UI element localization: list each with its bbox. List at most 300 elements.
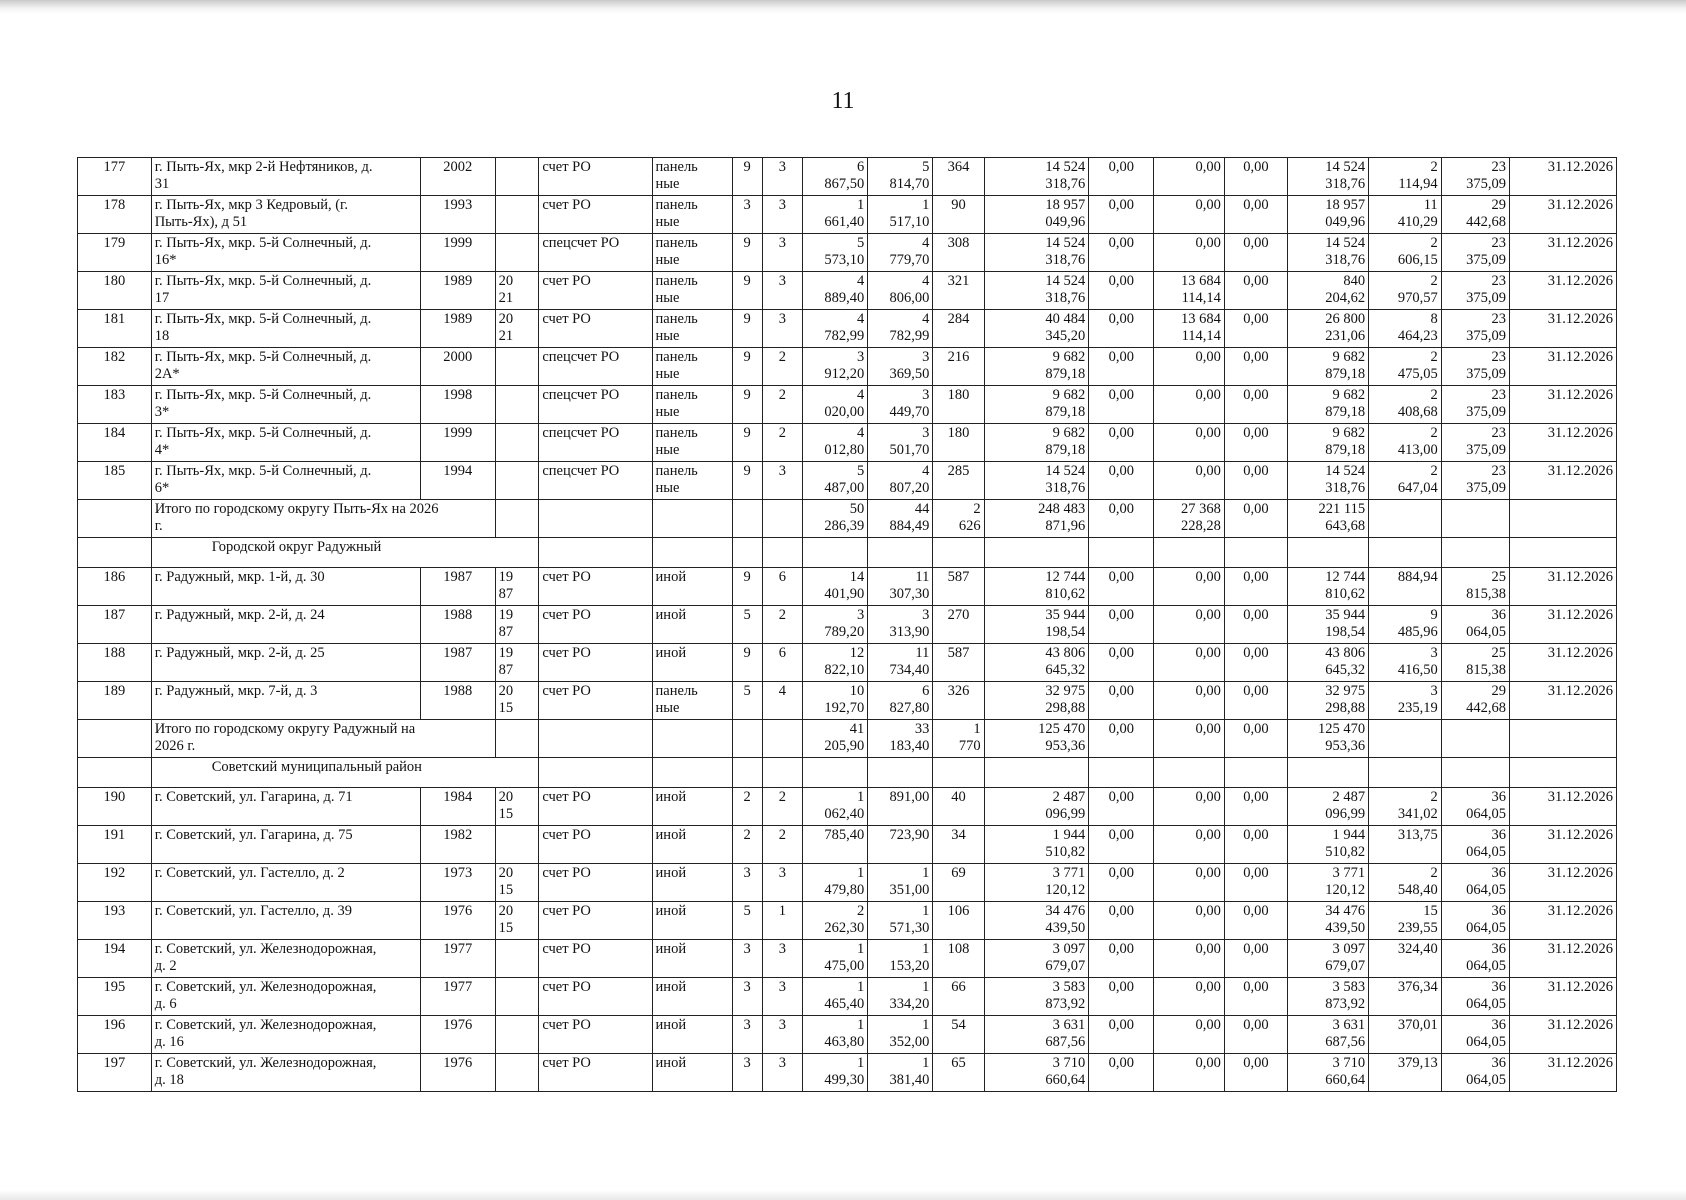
cell	[652, 902, 732, 940]
cell-line-1: 0,00	[1195, 159, 1221, 175]
cell-text: 180	[947, 387, 970, 403]
cell	[933, 500, 984, 538]
cell-line-2: 153,20	[889, 958, 930, 974]
cell	[933, 158, 984, 196]
cell	[652, 788, 732, 826]
cell	[539, 644, 652, 682]
cell	[151, 234, 420, 272]
cell-line-1: г. Радужный, мкр. 2-й, д. 24	[154, 607, 325, 623]
cell	[803, 568, 868, 606]
table-row	[78, 568, 1617, 606]
cell	[1287, 1054, 1368, 1092]
cell-line-2: ные	[655, 366, 680, 382]
cell	[151, 424, 420, 462]
cell	[78, 196, 152, 234]
cell-text: 31.12.2026	[1547, 865, 1613, 881]
cell-line-1: 1	[922, 197, 930, 213]
cell-line-1: 0,00	[1195, 197, 1221, 213]
cell	[1287, 682, 1368, 720]
cell-text: 184	[103, 425, 126, 441]
cell-line-2: ные	[655, 252, 680, 268]
empty-cell	[1224, 538, 1287, 568]
cell	[868, 234, 933, 272]
cell	[1441, 310, 1509, 348]
cell-text: 0,00	[1108, 865, 1135, 881]
cell-line-2: 375,09	[1466, 404, 1507, 420]
cell-line-1: 12 744	[1325, 569, 1366, 585]
cell	[78, 864, 152, 902]
cell-text: 180	[103, 273, 126, 289]
cell-line-2: 517,10	[889, 214, 930, 230]
cell-text: 2	[778, 827, 786, 843]
table-row	[78, 234, 1617, 272]
cell-line-2: 647,04	[1397, 480, 1438, 496]
cell-text: 0,00	[1243, 425, 1269, 441]
cell-line-1: 36	[1491, 827, 1507, 843]
cell	[1224, 462, 1287, 500]
cell-line-2: 064,05	[1466, 920, 1507, 936]
cell	[1369, 234, 1442, 272]
cell-line-1: 723,90	[889, 827, 930, 843]
cell-line-1: 1	[857, 789, 865, 805]
cell	[1154, 272, 1224, 310]
cell-text: 0,00	[1243, 721, 1269, 737]
cell-line-1: 1	[857, 1055, 865, 1071]
cell-line-1: панель	[655, 235, 698, 251]
cell	[1510, 272, 1617, 310]
cell-line-2: 789,20	[824, 624, 865, 640]
cell-line-1: 2	[1430, 865, 1438, 881]
cell-text: 0,00	[1243, 607, 1269, 623]
cell	[151, 310, 420, 348]
cell	[1224, 978, 1287, 1016]
empty-cell	[933, 538, 984, 568]
cell	[1224, 272, 1287, 310]
cell	[495, 644, 539, 682]
cell-line-1: 5	[922, 159, 930, 175]
cell-line-1: 19	[498, 645, 514, 661]
cell-text: счет РО	[542, 903, 591, 919]
cell-line-2: 465,40	[824, 996, 865, 1012]
cell	[1287, 272, 1368, 310]
cell-line-1: 9 682	[1052, 387, 1086, 403]
cell-text: 31.12.2026	[1547, 569, 1613, 585]
cell-text: 1976	[443, 903, 473, 919]
total-label	[151, 720, 495, 758]
cell-line-1: 9 682	[1052, 425, 1086, 441]
cell-line-2: 318,76	[1045, 290, 1086, 306]
cell-line-1: 2	[1430, 789, 1438, 805]
cell-text: 31.12.2026	[1547, 159, 1613, 175]
cell	[1369, 272, 1442, 310]
cell-line-1: 4	[857, 273, 865, 289]
cell-line-2: 679,07	[1325, 958, 1366, 974]
cell	[762, 682, 803, 720]
cell	[1089, 310, 1154, 348]
cell-text: счет РО	[542, 273, 591, 289]
cell-line-1: г. Пыть-Ях, мкр 3 Кедровый, (г.	[154, 197, 348, 213]
cell-text: 321	[947, 273, 970, 289]
cell-line-1: 0,00	[1195, 349, 1221, 365]
cell-line-1: 0,00	[1195, 645, 1221, 661]
cell-line-1: 0,00	[1195, 1055, 1221, 1071]
cell-line-1: 36	[1491, 1055, 1507, 1071]
cell-line-2: 806,00	[889, 290, 930, 306]
empty-cell	[868, 758, 933, 788]
cell	[78, 1054, 152, 1092]
cell	[732, 310, 762, 348]
cell-line-1: 3	[1430, 683, 1438, 699]
cell-line-1: 14 524	[1045, 159, 1086, 175]
cell	[495, 462, 539, 500]
empty-cell	[78, 500, 152, 538]
cell-line-2: 510,82	[1325, 844, 1366, 860]
cell-line-2: 369,50	[889, 366, 930, 382]
cell-line-2: 807,20	[889, 480, 930, 496]
cell-line-1: 379,13	[1397, 1055, 1438, 1071]
cell-text: 196	[103, 1017, 126, 1033]
cell-line-1: г. Пыть-Ях, мкр. 5-й Солнечный, д.	[154, 425, 372, 441]
cell-line-2: ные	[655, 214, 680, 230]
cell-line-1: г. Пыть-Ях, мкр. 5-й Солнечный, д.	[154, 273, 372, 289]
cell	[984, 788, 1089, 826]
cell-line-2: 2А*	[154, 366, 180, 382]
cell	[495, 682, 539, 720]
cell-line-1: 12 744	[1045, 569, 1086, 585]
empty-cell	[933, 758, 984, 788]
cell	[1224, 940, 1287, 978]
cell	[868, 864, 933, 902]
empty-cell	[1154, 538, 1224, 568]
cell-line-1: 23	[1491, 425, 1507, 441]
cell-line-1: 0,00	[1195, 235, 1221, 251]
cell	[539, 1016, 652, 1054]
cell	[868, 720, 933, 758]
cell	[803, 500, 868, 538]
cell-line-2: 953,36	[1325, 738, 1366, 754]
cell-text: 0,00	[1243, 903, 1269, 919]
cell-line-1: г. Советский, ул. Железнодорожная,	[154, 1017, 377, 1033]
cell-line-2: 879,18	[1045, 404, 1086, 420]
cell	[1154, 682, 1224, 720]
cell	[1154, 788, 1224, 826]
cell-line-2: ные	[655, 290, 680, 306]
cell-line-1: 1	[857, 941, 865, 957]
cell-text: 6	[778, 645, 786, 661]
table-row	[78, 940, 1617, 978]
cell-text: 90	[951, 197, 966, 213]
cell-line-2: 064,05	[1466, 806, 1507, 822]
cell	[1224, 788, 1287, 826]
cell	[803, 978, 868, 1016]
cell-line-2: 871,96	[1045, 518, 1086, 534]
cell	[762, 864, 803, 902]
cell-line-1: иной	[655, 789, 687, 805]
cell	[933, 1016, 984, 1054]
empty-cell	[803, 758, 868, 788]
cell	[1510, 682, 1617, 720]
cell-line-1: г. Советский, ул. Гагарина, д. 71	[154, 789, 353, 805]
cell-line-1: 9 682	[1332, 387, 1366, 403]
cell-line-1: г. Пыть-Ях, мкр. 5-й Солнечный, д.	[154, 311, 372, 327]
cell	[1510, 310, 1617, 348]
cell-text: 3	[778, 159, 786, 175]
cell-text: 0,00	[1243, 311, 1269, 327]
cell	[1224, 386, 1287, 424]
cell	[151, 158, 420, 196]
cell	[151, 386, 420, 424]
cell-line-2: 475,00	[824, 958, 865, 974]
cell-line-1: 2	[857, 903, 865, 919]
cell-text: спецсчет РО	[542, 349, 620, 365]
cell-line-1: иной	[655, 979, 687, 995]
cell-line-2: 879,18	[1325, 366, 1366, 382]
cell-line-2: 15	[498, 700, 514, 716]
cell-text: 183	[103, 387, 126, 403]
cell-text: 3	[778, 941, 786, 957]
cell-line-1: г. Радужный, мкр. 1-й, д. 30	[154, 569, 325, 585]
cell-text: 190	[103, 789, 126, 805]
cell-line-1: 2	[1430, 235, 1438, 251]
cell	[933, 386, 984, 424]
cell	[933, 234, 984, 272]
cell-line-2: 782,99	[889, 328, 930, 344]
cell-line-1: 1	[857, 979, 865, 995]
cell	[1154, 310, 1224, 348]
cell	[1510, 1016, 1617, 1054]
cell-line-1: 324,40	[1397, 941, 1438, 957]
cell	[1154, 978, 1224, 1016]
cell-line-2: 87	[498, 624, 514, 640]
cell	[78, 424, 152, 462]
cell-text: счет РО	[542, 645, 591, 661]
cell-line-2: 318,76	[1325, 480, 1366, 496]
cell-text: 3	[743, 979, 751, 995]
cell	[1154, 1016, 1224, 1054]
cell	[984, 1016, 1089, 1054]
cell	[868, 1054, 933, 1092]
cell	[732, 788, 762, 826]
cell-line-2: 286,39	[824, 518, 865, 534]
cell-line-2: 341,02	[1397, 806, 1438, 822]
cell-line-2: 660,64	[1325, 1072, 1366, 1088]
cell-line-2: 351,00	[889, 882, 930, 898]
cell	[933, 864, 984, 902]
cell-line-2: 661,40	[824, 214, 865, 230]
cell-text: 179	[103, 235, 126, 251]
cell-text: 0,00	[1243, 941, 1269, 957]
cell	[1154, 348, 1224, 386]
cell-line-1: 4	[922, 463, 930, 479]
cell	[78, 462, 152, 500]
table-row	[78, 196, 1617, 234]
cell-text: счет РО	[542, 789, 591, 805]
cell-line-2: ные	[655, 480, 680, 496]
cell-line-1: г. Пыть-Ях, мкр 2-й Нефтяников, д.	[154, 159, 373, 175]
cell-line-1: 2	[1430, 387, 1438, 403]
cell	[1154, 234, 1224, 272]
cell	[803, 310, 868, 348]
cell-line-1: г. Пыть-Ях, мкр. 5-й Солнечный, д.	[154, 235, 372, 251]
cell-line-2: 485,96	[1397, 624, 1438, 640]
cell	[803, 826, 868, 864]
cell-text: 34	[951, 827, 966, 843]
cell-line-1: 29	[1491, 197, 1507, 213]
cell	[933, 788, 984, 826]
page-number: 11	[831, 88, 855, 114]
cell	[1224, 310, 1287, 348]
cell	[1441, 386, 1509, 424]
cell	[1154, 568, 1224, 606]
empty-cell	[762, 720, 803, 758]
cell	[420, 826, 495, 864]
cell-line-2: 318,76	[1325, 176, 1366, 192]
cell	[868, 568, 933, 606]
cell	[803, 348, 868, 386]
cell-text: 0,00	[1108, 607, 1135, 623]
cell	[420, 568, 495, 606]
cell-line-1: 4	[922, 235, 930, 251]
cell	[1369, 606, 1442, 644]
cell-line-1: 2	[1430, 463, 1438, 479]
cell	[1089, 234, 1154, 272]
cell-line-1: 40 484	[1045, 311, 1086, 327]
table-row	[78, 788, 1617, 826]
cell-text: 3	[778, 865, 786, 881]
cell	[868, 158, 933, 196]
cell	[1224, 826, 1287, 864]
cell-text: 66	[951, 979, 966, 995]
cell-line-2: 687,56	[1045, 1034, 1086, 1050]
total-row	[78, 720, 1617, 758]
cell-line-2: 475,05	[1397, 366, 1438, 382]
cell-line-1: 3	[922, 349, 930, 365]
cell-line-1: 23	[1491, 349, 1507, 365]
cell	[1154, 386, 1224, 424]
cell-line-2: 779,70	[889, 252, 930, 268]
cell	[868, 788, 933, 826]
empty-cell	[78, 538, 152, 568]
cell-text: 2002	[443, 159, 473, 175]
cell	[933, 348, 984, 386]
cell-line-1: 14 524	[1045, 235, 1086, 251]
cell	[652, 978, 732, 1016]
cell-text: 0,00	[1243, 1017, 1269, 1033]
cell	[762, 272, 803, 310]
cell-line-2: 4*	[154, 442, 170, 458]
cell-line-2: 814,70	[889, 176, 930, 192]
cell	[762, 386, 803, 424]
cell-line-1: 4	[857, 425, 865, 441]
cell-text: 1977	[443, 941, 473, 957]
cell-line-1: 3 583	[1332, 979, 1366, 995]
cell-text: 0,00	[1243, 349, 1269, 365]
cell-text: 5	[743, 683, 751, 699]
cell-line-2: 606,15	[1397, 252, 1438, 268]
section-title: Советский муниципальный район	[151, 758, 539, 788]
cell	[1369, 424, 1442, 462]
total-label-line-1: Итого по городскому округу Радужный на	[154, 721, 416, 737]
cell-text: 40	[951, 789, 966, 805]
cell-text: 188	[103, 645, 126, 661]
cell	[1089, 500, 1154, 538]
cell	[652, 386, 732, 424]
cell-text: 0,00	[1243, 273, 1269, 289]
cell-line-1: 3 097	[1052, 941, 1086, 957]
cell	[420, 424, 495, 462]
cell-line-2: 499,30	[824, 1072, 865, 1088]
empty-cell	[732, 758, 762, 788]
cell-line-1: 2 487	[1052, 789, 1086, 805]
cell	[1224, 864, 1287, 902]
cell-line-2: 439,50	[1045, 920, 1086, 936]
cell-line-1: 35 944	[1325, 607, 1366, 623]
cell-line-2: 449,70	[889, 404, 930, 420]
empty-cell	[984, 758, 1089, 788]
table-row	[78, 1054, 1617, 1092]
cell-line-2: 064,05	[1466, 1034, 1507, 1050]
empty-cell	[1369, 500, 1442, 538]
cell	[420, 606, 495, 644]
cell-text: 0,00	[1243, 501, 1269, 517]
cell-line-2: 479,80	[824, 882, 865, 898]
cell	[495, 978, 539, 1016]
cell	[1089, 462, 1154, 500]
cell-text: 0,00	[1243, 159, 1269, 175]
cell	[652, 1016, 732, 1054]
cell	[1089, 568, 1154, 606]
cell	[732, 272, 762, 310]
cell	[1089, 1016, 1154, 1054]
cell-line-2: 114,14	[1181, 290, 1221, 306]
cell-line-1: 14 524	[1325, 235, 1366, 251]
cell-line-2: 770	[958, 738, 981, 754]
cell-line-1: г. Советский, ул. Железнодорожная,	[154, 1055, 377, 1071]
cell-line-2: 6*	[154, 480, 170, 496]
cell-line-2: 464,23	[1397, 328, 1438, 344]
cell	[1369, 644, 1442, 682]
cell-line-2: 501,70	[889, 442, 930, 458]
cell	[1154, 1054, 1224, 1092]
table-row	[78, 902, 1617, 940]
cell	[495, 1054, 539, 1092]
cell-text: 0,00	[1108, 463, 1135, 479]
cell	[984, 720, 1089, 758]
cell	[1510, 788, 1617, 826]
cell-text: 0,00	[1108, 349, 1135, 365]
cell	[732, 902, 762, 940]
scan-edge-top	[0, 0, 1686, 14]
cell-line-2: 120,12	[1045, 882, 1086, 898]
cell	[1441, 788, 1509, 826]
cell	[1369, 158, 1442, 196]
cell-line-1: 1	[922, 979, 930, 995]
cell	[539, 902, 652, 940]
cell	[1369, 462, 1442, 500]
cell-line-2: 884,49	[889, 518, 930, 534]
cell	[868, 424, 933, 462]
cell-text: 0,00	[1108, 827, 1135, 843]
cell-text: 31.12.2026	[1547, 941, 1613, 957]
cell-line-1: 36	[1491, 789, 1507, 805]
cell	[1510, 978, 1617, 1016]
cell	[1441, 462, 1509, 500]
cell	[732, 606, 762, 644]
cell-line-2: 298,88	[1325, 700, 1366, 716]
empty-cell	[1510, 720, 1617, 758]
cell-line-1: 13 684	[1181, 311, 1221, 327]
cell	[539, 1054, 652, 1092]
